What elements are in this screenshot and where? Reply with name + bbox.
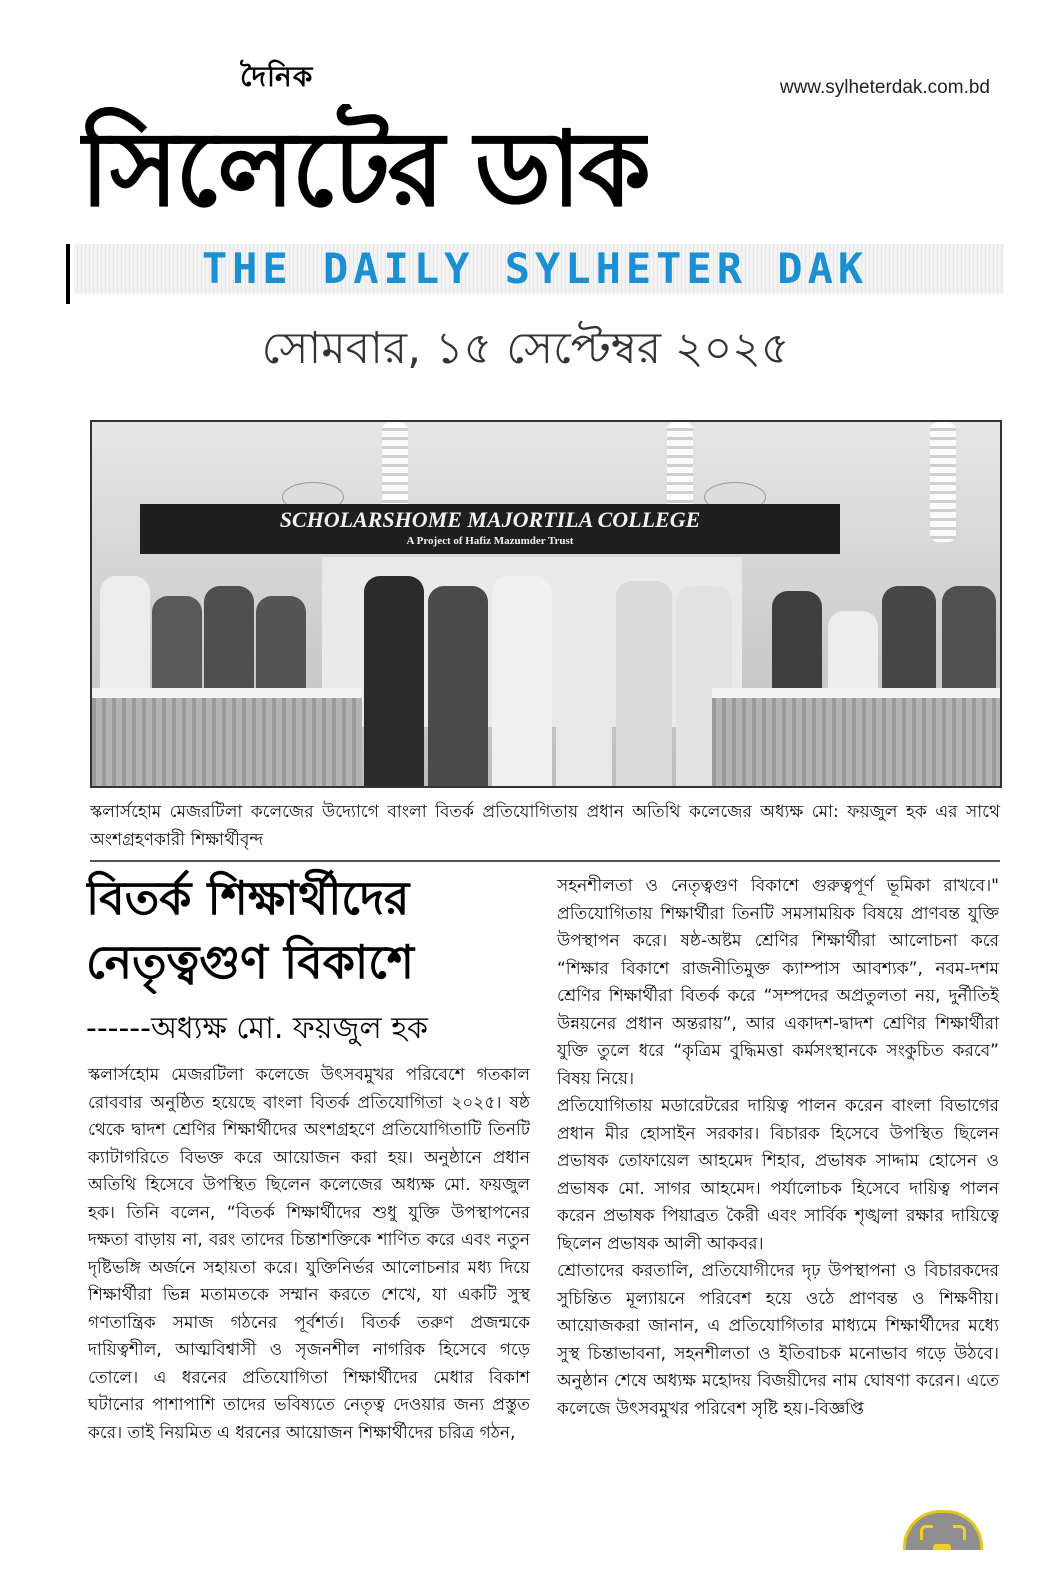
event-photo [90,420,1002,788]
article-byline: ------অধ্যক্ষ মো. ফয়জুল হক [86,1011,428,1046]
debate-table [92,688,362,786]
article-paragraph: স্কলার্সহোম মেজরটিলা কলেজে উৎসবমুখর পরিবেশে গতকাল রোববার অনুষ্ঠিত হয়েছে বাংলা বিতর্ক প্রতিযোগিতা ২০২৫। ষষ্ঠ থেকে দ্বাদশ শ্রেণির শিক্ষার্থীদের অংশগ্রহণে প্রতিযোগিতাটি তিনটি ক্যাটাগরিতে বিভক্ত করে আয়োজন করা হয়। অনুষ্ঠানে প্রধান অতিথি হিসেবে উপস্থিত ছিলেন কলেজের অধ্যক্ষ মো. ফয়জুল হক। তিনি বলেন, “বিতর্ক শিক্ষার্থীদের শুধু যুক্তি উপস্থাপনের দক্ষতা বাড়ায় না, বরং তাদের চিন্তাশক্তিকে শাণিত করে এবং নতুন দৃষ্টিভঙ্গি অর্জনে সহায়তা করে। যুক্তিনির্ভর আলোচনার মধ্য দিয়ে শিক্ষার্থীরা ভিন্ন মতামতকে সম্মান করতে শেখে, যা একটি সুস্থ গণতান্ত্রিক সমাজ গঠনের পূর্বশর্ত। বিতর্ক তরুণ প্রজন্মকে দায়িত্বশীল, আত্মবিশ্বাসী ও সৃজনশীল নাগরিক হিসেবে গড়ে তোলে। এ ধরনের প্রতিযোগিতা শিক্ষার্থীদের মেধার বিকাশ ঘটানোর পাশাপাশি তাদের ভবিষ্যতে নেতৃত্ব দেওয়ার জন্য প্রস্তুত করে। তাই নিয়মিত এ ধরনের আয়োজন শিক্ষার্থীদের চরিত্র গঠন, [88,1065,530,1443]
college-banner [140,504,840,554]
person [492,576,552,786]
person [428,586,488,786]
daily-label: দৈনিক [240,60,314,93]
article-paragraph: সহনশীলতা ও নেতৃত্বগুণ বিকাশে গুরুত্বপূর্ণ ভূমিকা রাখবে।" প্রতিযোগিতায় শিক্ষার্থীরা তিনটি সমসাময়িক বিষয়ে প্রাণবন্ত যুক্তি উপস্থাপন করে। ষষ্ঠ-অষ্টম শ্রেণির শিক্ষার্থীরা আলোচনা করে “শিক্ষার বিকাশে রাজনীতিমুক্ত ক্যাম্পাস আবশ্যক”, নবম-দশম শ্রেণির শিক্ষার্থীরা বিতর্ক করে “সম্পদের অপ্রতুলতা নয়, দুর্নীতিই উন্নয়নের প্রধান অন্তরায়”, আর একাদশ-দ্বাদশ শ্রেণির শিক্ষার্থীরা যুক্তি তুলে ধরে “কৃত্রিম বুদ্ধিমত্তা কর্মসংস্থানকে সংকুচিত করবে” বিষয় নিয়ে। [557,876,999,1089]
article-column-left [88,1062,530,1447]
person [556,591,612,786]
masthead [60,60,1010,310]
photo-caption: স্কলার্সহোম মেজরটিলা কলেজের উদ্যোগে বাংলা বিতর্ক প্রতিযোগিতায় প্রধান অতিথি কলেজের অধ্যক্ষ মো: ফয়জুল হক এর সাথে অংশগ্রহণকারী শিক্ষার্থীবৃন্দ [90,802,1000,850]
publication-date: সোমবার, ১৫ সেপ্টেম্বর ২০২৫ [261,323,790,374]
person [616,581,672,786]
english-title: THE DAILY SYLHETER DAK [201,244,869,293]
decoration [930,422,956,542]
section-divider [90,860,1000,862]
article-headline: বিতর্ক শিক্ষার্থীদের নেতৃত্বগুণ বিকাশে [86,871,414,989]
person [364,576,424,786]
debate-table [712,688,1000,786]
banner-title: SCHOLARSHOME MAJORTILA COLLEGE [279,507,701,532]
smiley-face-icon[interactable] [903,1510,983,1550]
article-paragraph: শ্রোতাদের করতালি, প্রতিযোগীদের দৃঢ় উপস্থাপনা ও বিচারকদের সুচিন্তিত মূল্যায়নে পরিবেশ হয়ে ওঠে প্রাণবন্ত ও শিক্ষণীয়। আয়োজকরা জানান, এ প্রতিযোগিতার মাধ্যমে শিক্ষার্থীদের মধ্যে সুস্থ চিন্তাভাবনা, সহনশীলতা ও ইতিবাচক মনোভাব গড়ে উঠবে। অনুষ্ঠান শেষে অধ্যক্ষ মহোদয় বিজয়ীদের নাম ঘোষণা করেন। এতে কলেজে উৎসবমুখর পরিবেশ সৃষ্টি হয়।-বিজ্ঞপ্তি [557,1261,999,1419]
article-column-right [557,873,999,1423]
website-url: www.sylheterdak.com.bd [779,77,990,98]
newspaper-logo: সিলেটের ডাক [80,108,649,230]
banner-subtitle: A Project of Hafiz Mazumder Trust [406,535,574,547]
article-paragraph: প্রতিযোগিতায় মডারেটরের দায়িত্ব পালন করেন বাংলা বিভাগের প্রধান মীর হোসাইন সরকার। বিচারক হিসেবে উপস্থিত ছিলেন প্রভাষক তোফায়েল আহমেদ শিহাব, প্রভাষক সাদ্দাম হোসেন ও প্রভাষক মো. সাগর আহমেদ। পর্যালোচক হিসেবে দায়িত্ব পালন করেন প্রভাষক পিয়াব্রত কৈরী এবং সার্বিক শৃঙ্খলা রক্ষার দায়িত্বে ছিলেন প্রভাষক আলী আকবর। [557,1096,999,1254]
